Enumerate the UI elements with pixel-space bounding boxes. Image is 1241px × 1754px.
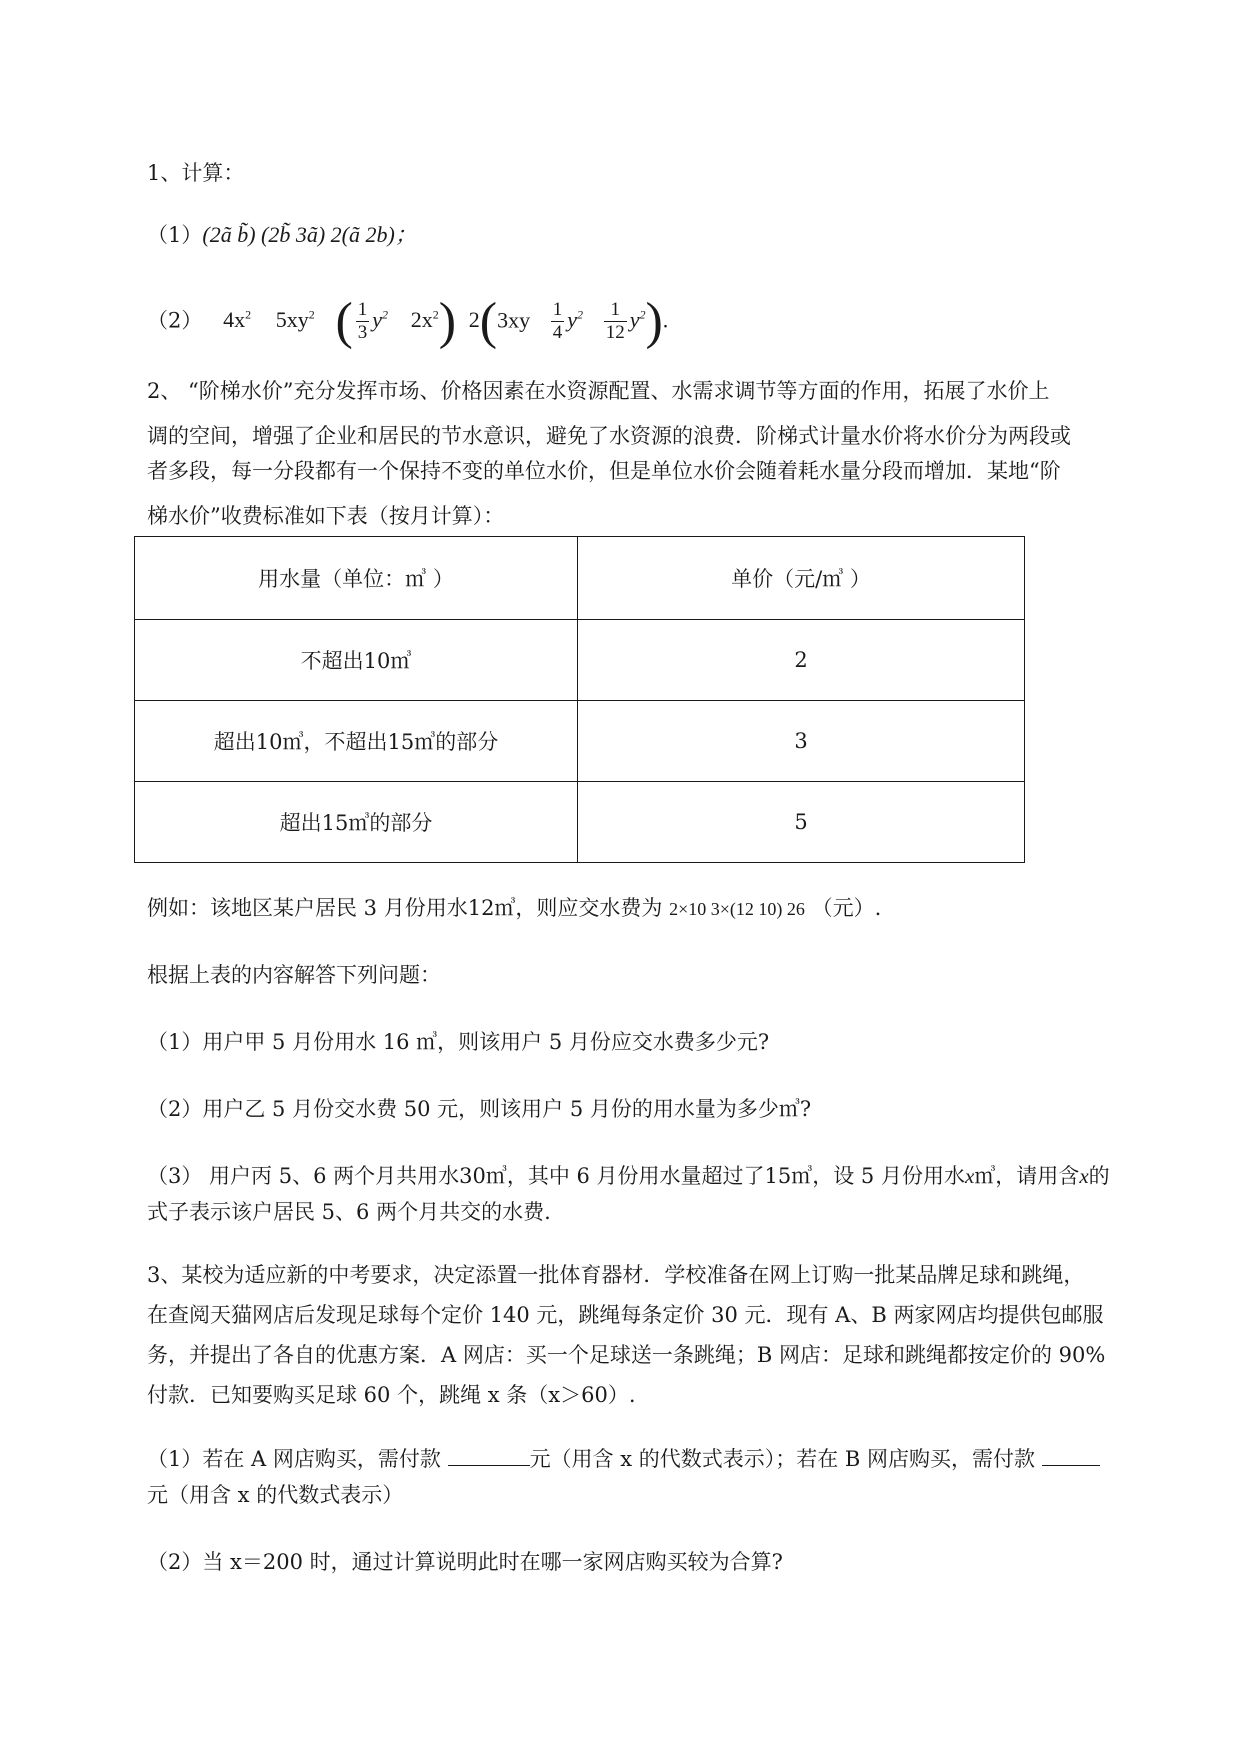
q2-sub1: （1）用户甲 5 月份用水 16 ㎥，则该用户 5 月份应交水费多少元? xyxy=(147,1030,770,1054)
q2-intro-line3: 者多段，每一分段都有一个保持不变的单位水价，但是单位水价会随着耗水量分段而增加．某地“阶 xyxy=(147,459,1061,483)
q2-lead: 根据上表的内容解答下列问题： xyxy=(147,963,441,987)
row-usage: 超出10㎥，不超出15㎥的部分 xyxy=(135,701,578,782)
example-text: 例如：该地区某户居民 3 月份用水12㎥，则应交水费为 xyxy=(147,896,663,920)
fraction-one-quarter: $\frac{1}{4}$ xyxy=(552,299,563,344)
term-2x: 2x xyxy=(410,307,433,333)
coefficient-2: 2 xyxy=(468,307,480,333)
variable-x: x xyxy=(964,1164,975,1188)
q3-intro-line1: 3、某校为适应新的中考要求，决定添置一批体育器材．学校准备在网上订购一批某品牌足球和跳绳， xyxy=(147,1263,1085,1287)
q2-sub3-line1 xyxy=(147,1161,1157,1191)
term-y: y xyxy=(372,307,383,333)
period: . xyxy=(662,307,669,333)
term-5xy-exp: 2 xyxy=(308,308,315,322)
left-paren-2: ( xyxy=(479,292,498,350)
example-formula: 2×10 3×(12 10) 26 xyxy=(669,899,805,919)
q1-part1 xyxy=(147,220,1157,250)
q3-intro-line4: 付款．已知要购买足球 60 个，跳绳 x 条（x＞60）. xyxy=(147,1383,636,1407)
table-header-row xyxy=(135,537,1025,620)
header-price: 单价（元/㎥ ） xyxy=(578,537,1025,620)
answer-blank-b[interactable] xyxy=(1042,1465,1100,1466)
water-price-table xyxy=(134,536,1025,863)
term-y3: y xyxy=(629,307,640,333)
sub3-text-c: 的 xyxy=(1088,1164,1110,1188)
term-3xy: 3xy xyxy=(497,307,531,333)
term-4x-exp: 2 xyxy=(245,308,252,322)
q3-sub1-line1 xyxy=(147,1444,1157,1474)
header-usage: 用水量（单位：㎥ ） xyxy=(135,537,578,620)
q2-intro-line4: 梯水价”收费标准如下表（按月计算）： xyxy=(147,504,505,528)
variable-x: x xyxy=(1079,1164,1089,1188)
answer-blank-a[interactable] xyxy=(448,1465,530,1466)
row-price: 5 xyxy=(578,782,1025,863)
q3-sub1-line2: 元（用含 x 的代数式表示） xyxy=(147,1483,404,1507)
row-usage: 超出15㎥的部分 xyxy=(135,782,578,863)
term-y3-exp: 2 xyxy=(639,308,646,322)
q3-sub2: （2）当 x＝200 时，通过计算说明此时在哪一家网店购买较为合算? xyxy=(147,1550,783,1574)
sub1-text-a: （1）若在 A 网店购买，需付款 xyxy=(147,1447,448,1471)
term-y2: y xyxy=(567,307,578,333)
row-price: 2 xyxy=(578,620,1025,701)
fraction-one-twelfth: $\frac{1}{12}$ xyxy=(605,299,625,344)
q2-sub3-line2: 式子表示该户居民 5、6 两个月共交的水费. xyxy=(147,1200,551,1224)
term-y-exp: 2 xyxy=(382,308,389,322)
row-price: 3 xyxy=(578,701,1025,782)
q1-part2-label: （2） xyxy=(147,308,203,333)
q3-intro-line2: 在查阅天猫网店后发现足球每个定价 140 元，跳绳每条定价 30 元．现有 A、B 两家网店均提供包邮服 xyxy=(147,1303,1104,1327)
table-row xyxy=(135,620,1025,701)
left-paren-1: ( xyxy=(335,292,353,350)
q2-example xyxy=(147,893,1157,924)
sub3-text-b: ㎥，请用含 xyxy=(974,1164,1080,1188)
q1-part2 xyxy=(147,285,1157,350)
q1-title: 1、计算： xyxy=(147,161,245,185)
table-row xyxy=(135,701,1025,782)
term-y2-exp: 2 xyxy=(577,308,584,322)
fraction-one-third: $\frac{1}{3}$ xyxy=(357,299,368,344)
table-row xyxy=(135,782,1025,863)
q1-part1-label: （1） xyxy=(147,223,203,247)
q2-intro-line1: 2、 “阶梯水价”充分发挥市场、价格因素在水资源配置、水需求调节等方面的作用，拓展了水价上 xyxy=(147,379,1050,403)
right-paren-2: ) xyxy=(645,292,663,350)
q3-intro-line3: 务，并提出了各自的优惠方案．A 网店：买一个足球送一条跳绳；B 网店：足球和跳绳都按定价的 90% xyxy=(147,1343,1106,1367)
example-unit: （元）. xyxy=(811,896,882,920)
sub3-text-a: （3） 用户丙 5、6 两个月共用水30㎥，其中 6 月份用水量超过了15㎥，设 5 月份用水 xyxy=(147,1164,965,1188)
term-4x: 4x xyxy=(223,307,246,333)
sub1-text-b: 元（用含 x 的代数式表示）；若在 B 网店购买，需付款 xyxy=(529,1447,1042,1471)
q2-sub2: （2）用户乙 5 月份交水费 50 元，则该用户 5 月份的用水量为多少㎥? xyxy=(147,1097,812,1121)
q1-part1-expression: (2ã b̃) (2b̃ 3ã) 2(ã 2b)； xyxy=(202,222,417,247)
q2-intro-line2: 调的空间，增强了企业和居民的节水意识，避免了水资源的浪费．阶梯式计量水价将水价分为两段或 xyxy=(147,424,1071,448)
row-usage: 不超出10㎥ xyxy=(135,620,578,701)
term-2x-exp: 2 xyxy=(432,308,439,322)
right-paren-1: ) xyxy=(438,292,457,350)
term-5xy: 5xy xyxy=(275,307,309,333)
